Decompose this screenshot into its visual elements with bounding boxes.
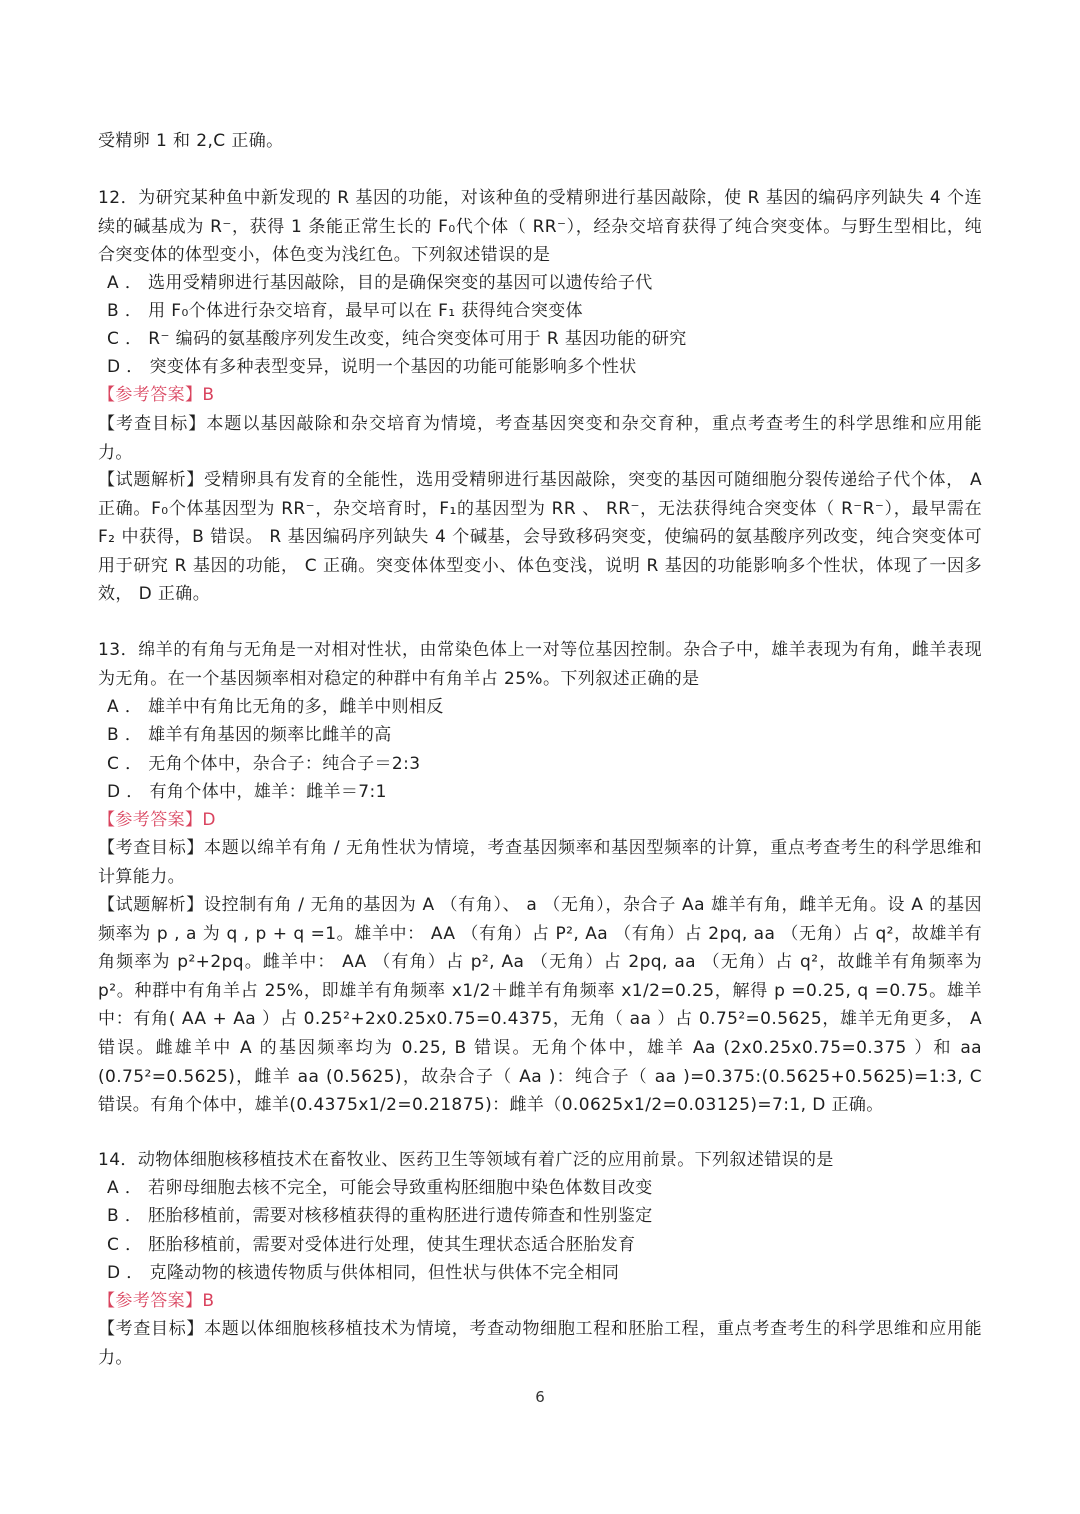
question-12-option-c: C ． R⁻ 编码的氨基酸序列发生改变，纯合突变体可用于 R 基因功能的研究 (107, 329, 687, 349)
answer-value: B (202, 1291, 215, 1311)
analysis-label: 【试题解析】 (98, 895, 204, 915)
question-14-target (98, 1315, 982, 1372)
question-13-analysis (98, 891, 982, 1120)
target-text: 本题以体细胞核移植技术为情境，考查动物细胞工程和胚胎工程，重点考查考生的科学思维和应用能力。 (98, 1319, 982, 1368)
question-14-option-c: C ． 胚胎移植前，需要对受体进行处理，使其生理状态适合胚胎发育 (107, 1235, 636, 1255)
question-14-option-b: B ． 胚胎移植前，需要对核移植获得的重构胚进行遗传筛查和性别鉴定 (107, 1206, 653, 1226)
question-12-stem: 12．为研究某种鱼中新发现的 R 基因的功能，对该种鱼的受精卵进行基因敲除，使 R 基因的编码序列缺失 4 个连续的碱基成为 R⁻，获得 1 条能正常生长的 F₀代个体（ RR⁻），经杂交培育获得了纯合突变体。与野生型相比，纯合突变体的体型变小，体色变为浅红色。下列叙述错误的是 (98, 188, 982, 266)
answer-label: 【参考答案】 (98, 385, 203, 405)
answer-label: 【参考答案】 (98, 1291, 203, 1311)
question-13-answer (98, 806, 982, 835)
question-12-option-a: A ． 选用受精卵进行基因敲除，目的是确保突变的基因可以遗传给子代 (107, 273, 653, 293)
question-13-option-c: C ． 无角个体中，杂合子：纯合子＝2:3 (107, 754, 421, 774)
question-12-analysis (98, 466, 982, 609)
question-14-option-a: A ． 若卵母细胞去核不完全，可能会导致重构胚细胞中染色体数目改变 (107, 1178, 653, 1198)
question-13-option-b: B ． 雄羊有角基因的频率比雌羊的高 (107, 725, 392, 745)
target-text: 本题以基因敲除和杂交培育为情境，考查基因突变和杂交育种，重点考查考生的科学思维和应用能力。 (98, 414, 982, 463)
question-14-option-d: D ． 克隆动物的核遗传物质与供体相同，但性状与供体不完全相同 (107, 1263, 620, 1283)
answer-value: B (202, 385, 215, 405)
question-12-target (98, 410, 982, 467)
target-label: 【考查目标】 (98, 414, 207, 434)
target-text: 本题以绵羊有角 / 无角性状为情境，考查基因频率和基因型频率的计算，重点考查考生的科学思维和计算能力。 (98, 838, 982, 887)
answer-label: 【参考答案】 (98, 810, 203, 830)
question-14-answer (98, 1287, 982, 1316)
question-13-option-a: A ． 雄羊中有角比无角的多，雌羊中则相反 (107, 697, 444, 717)
analysis-text: 设控制有角 / 无角的基因为 A （有角）、 a （无角），杂合子 Aa 雄羊有角，雌羊无角。设 A 的基因频率为 p , a 为 q , p + q =1。雄羊中： AA （有角）占 P², Aa （有角）占 2pq, aa （无角）占 q²，故雄羊有角频率为 p²+2pq。雌羊中： AA （有角）占 p², Aa （无角）占 2pq, aa （无角）占 q²，故雌羊有角频率为 p²。种群中有角羊占 25%，即雄羊有角频率 x1/2＋雌羊有角频率 x1/2=0.25，解得 p =0.25, q =0.75。雄羊中：有角( AA + Aa ）占 0.25²+2x0.25x0.75=0.4375，无角（ aa ）占 0.75²=0.5625，雄羊无角更多， A 错误。雌雄羊中 A 的基因频率均为 0.25, B 错误。无角个体中，雄羊 Aa (2x0.25x0.75=0.375 ）和 aa (0.75²=0.5625)，雌羊 aa (0.5625)，故杂合子（ Aa )：纯合子（ aa )=0.375:(0.5625+0.5625)=1:3, C 错误。有角个体中，雄羊(0.4375x1/2=0.21875)：雌羊（0.0625x1/2=0.03125)=7:1, D 正确。 (98, 895, 982, 1116)
answer-value: D (202, 810, 216, 830)
target-label: 【考查目标】 (98, 838, 205, 858)
question-13-option-d: D ． 有角个体中，雄羊：雌羊＝7:1 (107, 782, 387, 802)
question-14-stem: 14．动物体细胞核移植技术在畜牧业、医药卫生等领域有着广泛的应用前景。下列叙述错误的是 (98, 1150, 834, 1170)
page-number: 6 (535, 1388, 545, 1406)
question-12-option-b: B ． 用 F₀个体进行杂交培育，最早可以在 F₁ 获得纯合突变体 (107, 301, 584, 321)
question-13-stem: 13．绵羊的有角与无角是一对相对性状，由常染色体上一对等位基因控制。杂合子中，雄羊表现为有角，雌羊表现为无角。在一个基因频率相对稳定的种群中有角羊占 25%。下列叙述正确的是 (98, 640, 982, 689)
analysis-label: 【试题解析】 (98, 470, 205, 490)
analysis-text: 受精卵具有发育的全能性，选用受精卵进行基因敲除，突变的基因可随细胞分裂传递给子代个体， A 正确。F₀个体基因型为 RR⁻，杂交培育时，F₁的基因型为 RR 、 RR⁻，无法获得纯合突变体（ R⁻R⁻），最早需在 F₂ 中获得，B 错误。 R 基因编码序列缺失 4 个碱基，会导致移码突变，使编码的氨基酸序列改变，纯合突变体可用于研究 R 基因的功能， C 正确。突变体体型变小、体色变浅，说明 R 基因的功能影响多个性状，体现了一因多效， D 正确。 (98, 470, 982, 605)
question-12-option-d: D ． 突变体有多种表型变异，说明一个基因的功能可能影响多个性状 (107, 357, 637, 377)
target-label: 【考查目标】 (98, 1319, 205, 1339)
question-12-answer (98, 381, 982, 410)
question-13-target (98, 834, 982, 891)
intro-line: 受精卵 1 和 2,C 正确。 (98, 131, 284, 151)
